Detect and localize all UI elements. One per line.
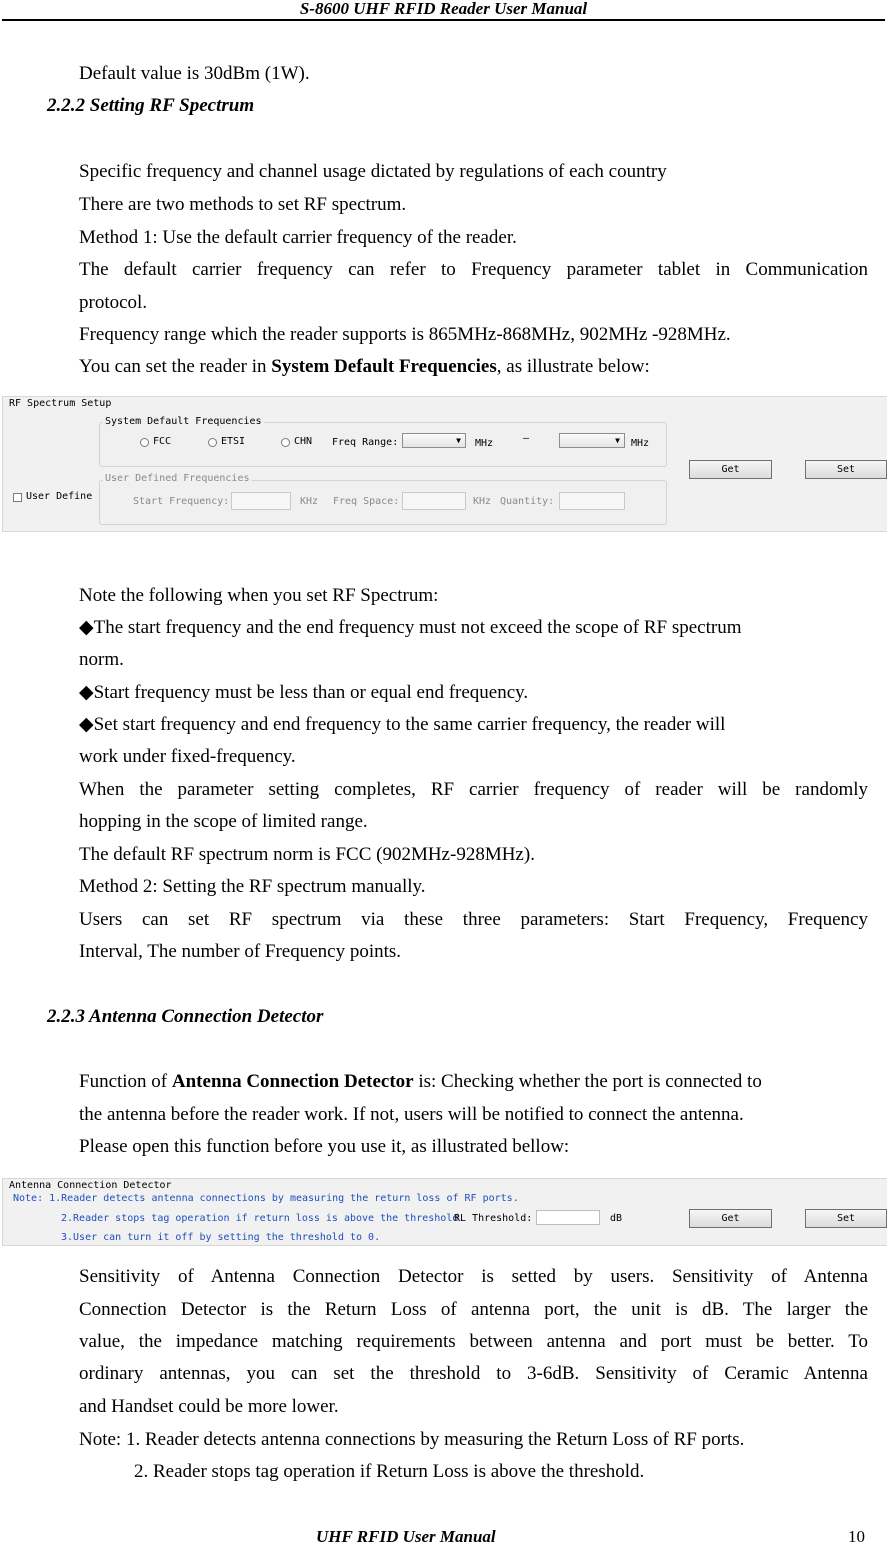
paragraph	[79, 1070, 868, 1094]
paragraph: Frequency range which the reader supports is 865MHz-868MHz, 902MHz -928MHz.	[79, 324, 731, 345]
freq-space-label: Freq Space:	[333, 496, 400, 507]
paragraph: hopping in the scope of limited range.	[79, 811, 368, 832]
note-item: 2. Reader stops tag operation if Return Loss is above the threshold.	[134, 1461, 645, 1482]
text-run: , as illustrate below:	[496, 356, 650, 377]
get-button[interactable]: Get	[689, 460, 772, 479]
freq-range-end-select[interactable]	[559, 433, 625, 448]
start-frequency-label: Start Frequency:	[133, 496, 230, 507]
checkbox-label: User Define	[26, 491, 93, 502]
unit-label: MHz	[475, 438, 494, 449]
paragraph: Default value is 30dBm (1W).	[79, 63, 310, 84]
unit-label: KHz	[473, 496, 492, 507]
set-button[interactable]: Set	[805, 1209, 887, 1228]
text-run: Function of	[79, 1071, 172, 1092]
note-line: 3.User can turn it off by setting the threshold to 0.	[61, 1232, 381, 1243]
start-frequency-input[interactable]	[231, 492, 291, 510]
freq-space-input[interactable]	[402, 492, 466, 510]
antenna-detector-panel	[2, 1178, 887, 1246]
panel-title: Antenna Connection Detector	[9, 1180, 172, 1191]
paragraph: Connection Detector is the Return Loss of antenna port, the unit is dB. The larger the	[79, 1299, 868, 1320]
bullet-item-continued: norm.	[79, 649, 124, 670]
radio-label: ETSI	[221, 436, 246, 447]
text-run: is: Checking whether the port is connected to	[413, 1071, 762, 1092]
paragraph: the antenna before the reader work. If not, users will be notified to connect the antenna.	[79, 1104, 744, 1125]
rf-spectrum-panel	[2, 396, 887, 532]
page-number: 10	[848, 1527, 865, 1546]
bold-term: Antenna Connection Detector	[171, 1071, 414, 1092]
paragraph: Users can set RF spectrum via these three parameters: Start Frequency, Frequency	[79, 909, 868, 930]
paragraph: and Handset could be more lower.	[79, 1396, 339, 1417]
bullet-item: ◆Set start frequency and end frequency to the same carrier frequency, the reader will	[79, 714, 726, 735]
paragraph: Method 1: Use the default carrier frequency of the reader.	[79, 227, 517, 248]
text-run: You can set the reader in	[79, 356, 272, 377]
panel-title: RF Spectrum Setup	[9, 398, 112, 409]
radio-label: CHN	[294, 436, 313, 447]
radio-etsi[interactable]	[208, 438, 217, 447]
quantity-label: Quantity:	[500, 496, 555, 507]
bullet-item: ◆The start frequency and the end frequency must not exceed the scope of RF spectrum	[79, 617, 742, 638]
page-footer: UHF RFID User Manual	[316, 1527, 496, 1546]
paragraph: Method 2: Setting the RF spectrum manually.	[79, 876, 426, 897]
freq-range-start-select[interactable]	[402, 433, 466, 448]
paragraph: Specific frequency and channel usage dictated by regulations of each country	[79, 161, 667, 182]
note-line: Note: 1.Reader detects antenna connections by measuring the return loss of RF ports.	[13, 1193, 519, 1204]
radio-fcc[interactable]	[140, 438, 149, 447]
get-button[interactable]: Get	[689, 1209, 772, 1228]
chevron-down-icon: ▼	[456, 436, 461, 445]
chevron-down-icon: ▼	[615, 436, 620, 445]
paragraph: protocol.	[79, 292, 148, 313]
range-separator: —	[523, 433, 530, 444]
set-button[interactable]: Set	[805, 460, 887, 479]
paragraph: ordinary antennas, you can set the threshold to 3-6dB. Sensitivity of Ceramic Antenna	[79, 1363, 868, 1384]
group-title: User Defined Frequencies	[105, 473, 250, 484]
paragraph: Please open this function before you use it, as illustrated bellow:	[79, 1136, 570, 1157]
user-define-checkbox[interactable]	[13, 493, 22, 502]
section-heading: 2.2.2 Setting RF Spectrum	[47, 95, 255, 116]
group-title: System Default Frequencies	[105, 416, 262, 427]
paragraph: The default carrier frequency can refer to Frequency parameter tablet in Communication	[79, 259, 868, 280]
paragraph: Note the following when you set RF Spectrum:	[79, 585, 439, 606]
paragraph: The default RF spectrum norm is FCC (902MHz-928MHz).	[79, 844, 535, 865]
quantity-input[interactable]	[559, 492, 625, 510]
paragraph: Interval, The number of Frequency points.	[79, 941, 402, 962]
unit-label: dB	[610, 1213, 623, 1224]
paragraph: There are two methods to set RF spectrum.	[79, 194, 407, 215]
header-rule	[2, 19, 885, 21]
paragraph: Sensitivity of Antenna Connection Detector is setted by users. Sensitivity of Antenna	[79, 1266, 868, 1287]
note-item: Note: 1. Reader detects antenna connections by measuring the Return Loss of RF ports.	[79, 1429, 745, 1450]
radio-chn[interactable]	[281, 438, 290, 447]
paragraph: When the parameter setting completes, RF carrier frequency of reader will be randomly	[79, 779, 868, 800]
unit-label: KHz	[300, 496, 319, 507]
note-line: 2.Reader stops tag operation if return loss is above the threshold.	[61, 1213, 465, 1224]
radio-label: FCC	[153, 436, 172, 447]
bullet-item-continued: work under fixed-frequency.	[79, 746, 296, 767]
section-heading: 2.2.3 Antenna Connection Detector	[47, 1006, 324, 1027]
bullet-item: ◆Start frequency must be less than or equal end frequency.	[79, 682, 529, 703]
paragraph	[79, 355, 868, 379]
freq-range-label: Freq Range:	[332, 437, 399, 448]
paragraph: value, the impedance matching requirements between antenna and port must be better. To	[79, 1331, 868, 1352]
rl-threshold-label: RL Threshold:	[454, 1213, 533, 1224]
page-header: S-8600 UHF RFID Reader User Manual	[299, 0, 588, 18]
rl-threshold-input[interactable]	[536, 1210, 600, 1225]
unit-label: MHz	[631, 438, 650, 449]
bold-term: System Default Frequencies	[271, 356, 497, 377]
